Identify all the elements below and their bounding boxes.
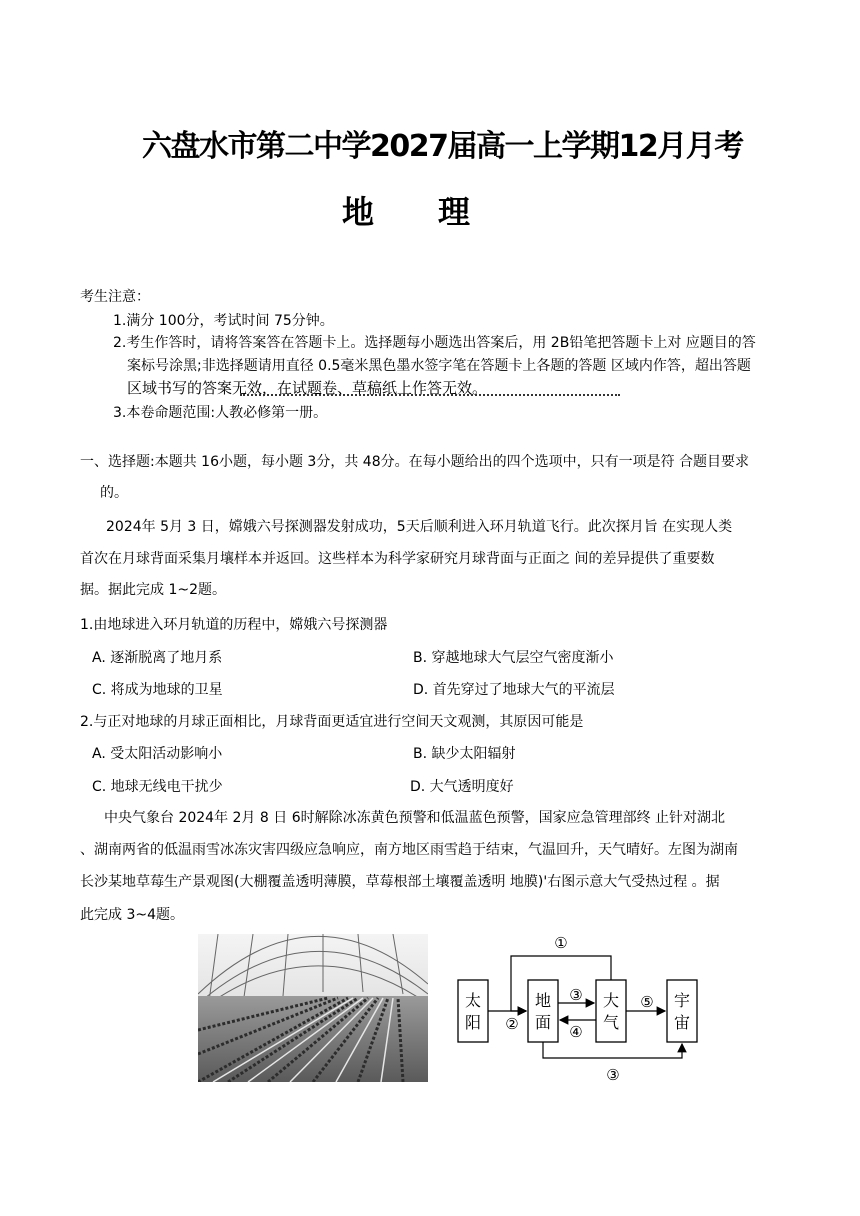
passage1-line-3: 据。据此完成 1~2题。	[80, 582, 226, 598]
label-6: ③	[606, 1066, 620, 1084]
section-heading-cont: 的。	[100, 485, 128, 501]
q2-stem: 2.与正对地球的月球正面相比，月球背面更适宜进行空间天文观测，其原因可能是	[80, 714, 584, 730]
passage2-line-2: 、湖南两省的低温雨雪冰冻灾害四级应急响应，南方地区雨雪趋于结束，气温回升，天气晴好。左图为湖南	[80, 842, 738, 858]
q1-option-b: B. 穿越地球大气层空气密度渐小	[413, 650, 614, 666]
notice-item-2: 2.考生作答时，请将答案答在答题卡上。选择题每小题选出答案后，用 2B铅笔把答题卡上对 应题目的答	[113, 335, 756, 351]
label-4: ④	[569, 1023, 583, 1041]
sun-label-1: 太	[464, 991, 482, 1010]
label-3: ③	[569, 986, 583, 1004]
q1-option-c: C. 将成为地球的卫星	[92, 682, 223, 698]
label-1: ①	[554, 934, 568, 952]
q2-option-c: C. 地球无线电干扰少	[92, 779, 223, 795]
atmosphere-label-1: 大	[602, 991, 620, 1010]
subject-title: 地 理	[342, 193, 471, 231]
notice-item-2-cont: 案标号涂黑;非选择题请用直径 0.5毫米黑色墨水签字笔在答题卡上各题的答题 区域内作答，超出答题	[127, 358, 751, 374]
notice-item-3: 3.本卷命题范围:人教必修第一册。	[113, 405, 328, 421]
passage2-line-3: 长沙某地草莓生产景观图(大棚覆盖透明薄膜，草莓根部土壤覆盖透明 地膜)'右图示意大气受热过程 。据	[80, 874, 720, 890]
ground-label-1: 地	[534, 991, 552, 1010]
q1-option-a: A. 逐渐脱离了地月系	[92, 650, 223, 666]
passage1-line-2: 首次在月球背面采集月壤样本并返回。这些样本为科学家研究月球背面与正面之 间的差异提供了重要数	[80, 551, 715, 567]
q2-option-d: D. 大气透明度好	[410, 779, 514, 795]
q2-option-a: A. 受太阳活动影响小	[92, 746, 223, 762]
passage2-line-4: 此完成 3~4题。	[80, 907, 184, 923]
notice-heading: 考生注意：	[80, 289, 150, 305]
space-label-2: 宙	[673, 1013, 691, 1032]
ground-label-2: 面	[534, 1013, 552, 1032]
notice-item-1: 1.满分 100分，考试时间 75分钟。	[113, 313, 334, 329]
section-heading: 一、选择题:本题共 16小题，每小题 3分，共 48分。在每小题给出的四个选项中，只有一项是符 合题目要求	[80, 454, 750, 470]
atmosphere-heating-diagram	[455, 934, 700, 1086]
notice-item-2-cont2: 区域书写的答案无效，在试题卷、草稿纸上作答无效。	[127, 379, 488, 397]
sun-label-2: 阳	[464, 1013, 482, 1032]
q1-option-d: D. 首先穿过了地球大气的平流层	[413, 682, 615, 698]
space-label-1: 宇	[673, 991, 691, 1010]
atmosphere-label-2: 气	[602, 1013, 620, 1032]
passage1-line-1: 2024年 5月 3 日，嫦娥六号探测器发射成功，5天后顺利进入环月轨道飞行。此次探月旨 在实现人类	[106, 519, 733, 535]
label-2: ②	[505, 1015, 519, 1033]
greenhouse-photo	[198, 934, 428, 1082]
q2-option-b: B. 缺少太阳辐射	[413, 746, 516, 762]
q1-stem: 1.由地球进入环月轨道的历程中，嫦娥六号探测器	[80, 617, 388, 633]
exam-title: 六盘水市第二中学2027届高一上学期12月月考	[142, 129, 743, 164]
passage2-line-1: 中央气象台 2024年 2月 8 日 6时解除冰冻黄色预警和低温蓝色预警，国家应急管理部终 止针对湖北	[104, 810, 726, 826]
emphasis-dots	[240, 394, 620, 396]
label-5: ⑤	[640, 993, 654, 1011]
